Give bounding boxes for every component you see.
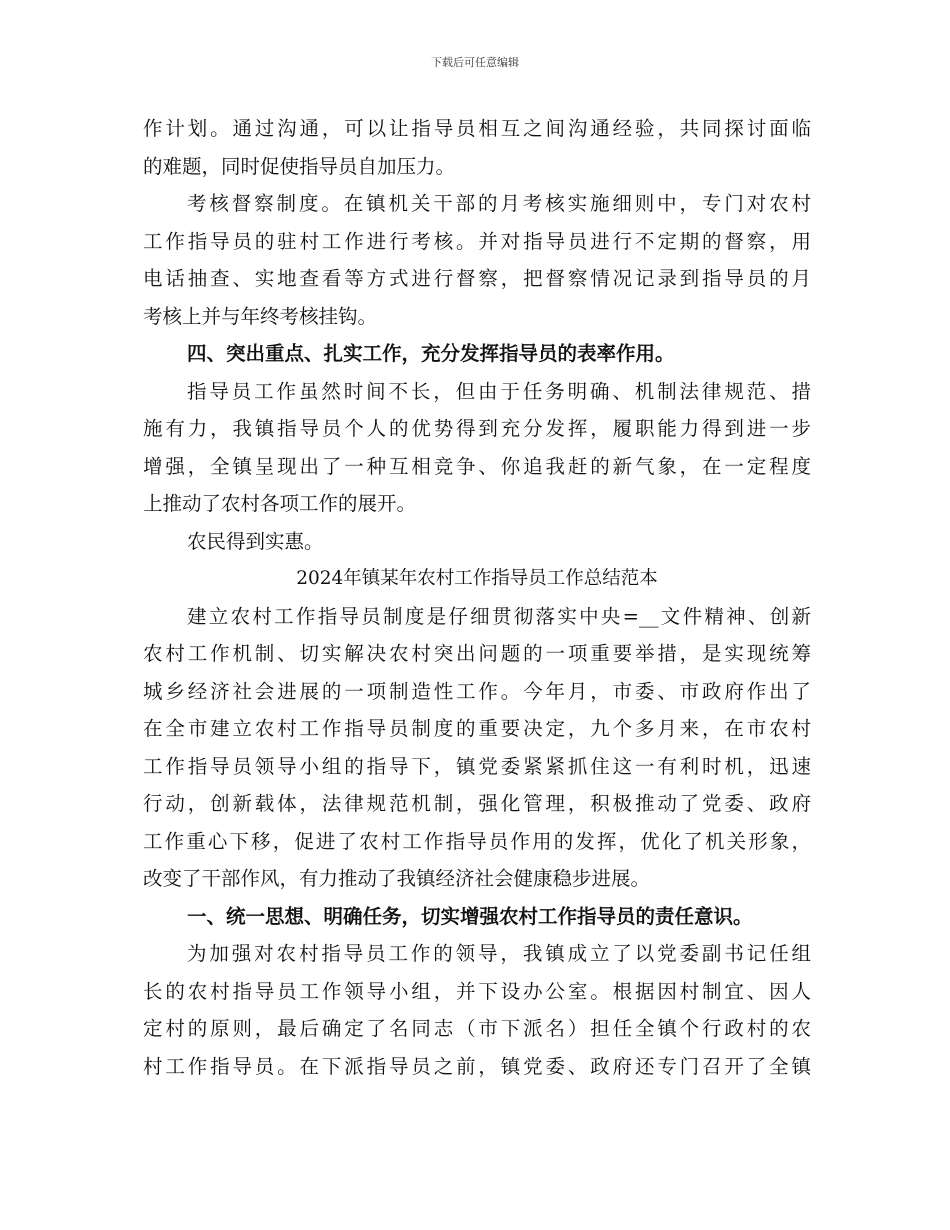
paragraph-line: 行动，创新载体，法律规范机制，强化管理，积极推动了党委、政府: [143, 792, 811, 815]
paragraph-line: 在全市建立农村工作指导员制度的重要决定，九个多月来，在市农村: [143, 717, 811, 740]
paragraph-line: 为加强对农村指导员工作的领导，我镇成立了以党委副书记任组: [187, 942, 811, 965]
paragraph-line: 工作重心下移，促进了农村工作指导员作用的发挥，优化了机关形象，: [143, 829, 811, 853]
paragraph-line: 的难题，同时促使指导员自加压力。: [143, 154, 456, 178]
paragraph-line: 施有力，我镇指导员个人的优势得到充分发挥，履职能力得到进一步: [143, 417, 811, 440]
paragraph-line: 农民得到实惠。: [187, 529, 324, 553]
paragraph-line: 指导员工作虽然时间不长，但由于任务明确、机制法律规范、措: [187, 379, 811, 403]
paragraph-line: 增强，全镇呈现出了一种互相竞争、你追我赶的新气象，在一定程度: [143, 454, 811, 478]
paragraph-line: 长的农村指导员工作领导小组，并下设办公室。根据因村制宜、因人: [143, 979, 811, 1003]
section-heading-line: 一、统一思想、明确任务，切实增强农村工作指导员的责任意识。: [187, 904, 753, 928]
document-body: [143, 110, 811, 1085]
paragraph-line: 考核督察制度。在镇机关干部的月考核实施细则中，专门对农村: [187, 192, 811, 215]
document-title: 2024年镇某年农村工作指导员工作总结范本: [296, 568, 658, 589]
paragraph-line: 改变了干部作风，有力推动了我镇经济社会健康稳步进展。: [143, 867, 651, 890]
paragraph-line: 考核上并与年终考核挂钩。: [143, 304, 378, 328]
paragraph-line: 工作指导员的驻村工作进行考核。并对指导员进行不定期的督察，用: [143, 229, 811, 253]
paragraph-line: 建立农村工作指导员制度是仔细贯彻落实中央=__文件精神、创新: [187, 604, 811, 628]
paragraph-line: 城乡经济社会进展的一项制造性工作。今年月，市委、市政府作出了: [143, 679, 811, 703]
paragraph-line: 工作指导员领导小组的指导下，镇党委紧紧抓住这一有利时机，迅速: [143, 754, 811, 778]
page-header: 下载后可任意编辑: [431, 56, 519, 69]
paragraph-line: 电话抽查、实地查看等方式进行督察，把督察情况记录到指导员的月: [143, 267, 811, 290]
section-heading-line: 四、突出重点、扎实工作，充分发挥指导员的表率作用。: [187, 342, 675, 365]
paragraph-line: 定村的原则，最后确定了名同志（市下派名）担任全镇个行政村的农: [143, 1017, 811, 1040]
paragraph-line: 作计划。通过沟通，可以让指导员相互之间沟通经验，共同探讨面临: [143, 117, 811, 140]
paragraph-line: 农村工作机制、切实解决农村突出问题的一项重要举措，是实现统筹: [143, 642, 811, 665]
paragraph-line: 上推动了农村各项工作的展开。: [143, 492, 417, 515]
paragraph-line: 村工作指导员。在下派指导员之前，镇党委、政府还专门召开了全镇: [143, 1054, 811, 1078]
